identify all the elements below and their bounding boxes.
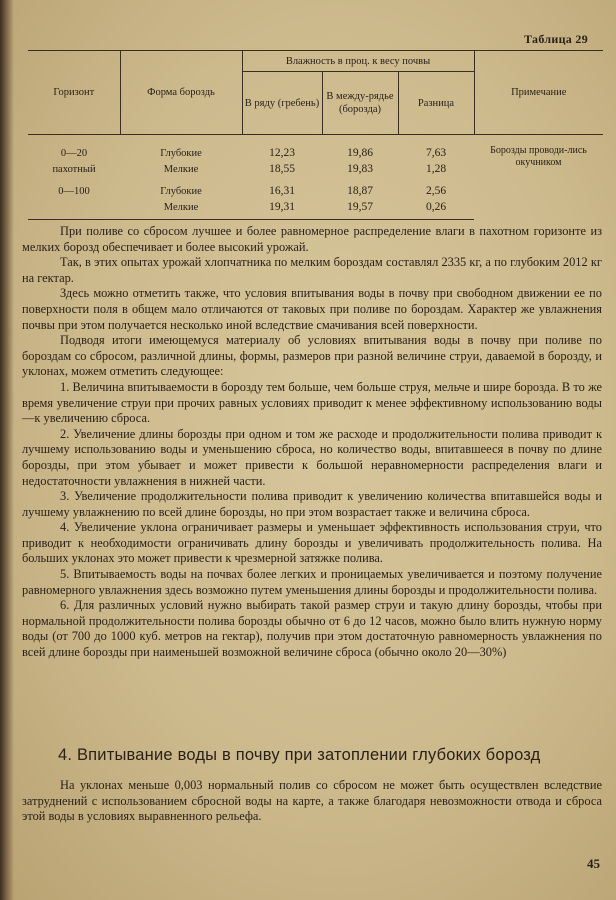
cell-form: Глубокие xyxy=(160,185,202,197)
paragraph: На уклонах меньше 0,003 нормальный полив со сбросом не может быть осуществлен вследствие затруднений с использованием сбросной воды на карте, а также благодаря невозможности отвода и сброса этой воды в условиях выравненного рельефа. xyxy=(22,778,602,824)
body-text xyxy=(22,224,602,661)
cell-in-row: 16,31 xyxy=(269,184,295,197)
cell-between: 18,87 xyxy=(347,184,373,197)
list-item: 4. Увеличение уклона ограничивает размеры и уменьшает эффективность использования струи, что приводит к необходимости ограничивать длину борозды и увеличивать продолжительность полива. На больших уклонах это может привести к чрезмерной затяжке полива. xyxy=(22,520,602,566)
section-title: 4. Впитывание воды в почву при затоплении глубоких борозд xyxy=(58,746,541,764)
header-difference: Разница xyxy=(398,72,474,135)
page-number: 45 xyxy=(587,856,600,871)
cell-note: Борозды проводи-лись окучником xyxy=(490,145,587,168)
cell-diff: 2,56 xyxy=(425,184,447,197)
header-between-rows: В между-рядье (борозда) xyxy=(322,72,398,135)
paragraph: Здесь можно отметить также, что условия впитывания воды в почву при свободном движении ее по поверхности поля в общем мало отличаются от таковых при поливе по бороздам. Характер же увлажнения почвы при этом получается несколько иной вследствие смачивания всей поверхности. xyxy=(22,286,602,332)
cell-in-row: 18,55 xyxy=(269,162,295,175)
tail-text xyxy=(22,778,602,825)
table-row xyxy=(28,135,603,162)
cell-diff: 0,26 xyxy=(398,199,474,220)
cell-in-row: 19,31 xyxy=(242,199,322,220)
paragraph: Так, в этих опытах урожай хлопчатника по мелким бороздам составлял 2335 кг, а по глубоким 2012 кг на гектар. xyxy=(22,255,602,285)
list-item: 1. Величина впитываемости в борозду тем больше, чем больше струя, мельче и шире борозда. В то же время увеличение струи при прочих равных условиях приводит к менее эффективному использованию воды—к увеличению сброса. xyxy=(22,379,602,426)
header-furrow-form: Форма бороздь xyxy=(120,51,242,135)
list-item: 5. Впитываемость воды на почвах более легких и проницаемых увеличивается и поэтому получение равномерного увлажнения здесь возможно путем уменьшения длины борозды и продолжительности полива. xyxy=(22,567,602,597)
cell-horizon xyxy=(28,199,120,220)
binding-shadow xyxy=(0,0,14,900)
cell-form: Мелкие xyxy=(120,199,242,220)
paragraph: При поливе со сбросом лучшее и более равномерное распределение влаги в пахотном горизонте из мелких борозд обеспечивает и более высокий урожай. xyxy=(22,224,602,254)
cell-form: Глубокие xyxy=(160,147,202,159)
header-note: Примечание xyxy=(474,51,603,135)
moisture-table xyxy=(28,50,603,220)
cell-between: 19,86 xyxy=(347,146,373,159)
paragraph: Подводя итоги имеющемуся материалу об условиях впитывания воды в почву при поливе по бороздам со сбросом, различной длины, формы, размеров при разной величине струи, даваемой в борозду, и уклонах, можем отметить следующее: xyxy=(22,333,602,379)
cell-horizon: 0—20 xyxy=(60,147,88,159)
cell-diff: 1,28 xyxy=(425,162,447,175)
cell-between: 19,83 xyxy=(347,162,373,175)
cell-horizon: пахотный xyxy=(52,163,96,175)
list-item: 2. Увеличение длины борозды при одном и том же расходе и продолжительности полива приводит к лучшему использованию воды и уменьшению сброса, но количество воды, впитавшееся в почву по длине борозды, при этом убывает и может привести к большой неравномерности распределения влаги и недостаточности увлажнения в нижней части. xyxy=(22,426,602,488)
cell-form: Мелкие xyxy=(163,163,199,175)
list-item: 3. Увеличение продолжительности полива приводит к увеличению количества впитавшейся воды и лучшему увлажнению по всей длине борозды, но при этом возрастает также и величина сброса. xyxy=(22,489,602,519)
header-moisture-group: Влажность в проц. к весу почвы xyxy=(242,51,474,72)
list-item: 6. Для различных условий нужно выбирать такой размер струи и такую длину борозды, чтобы при нормальной продолжительности полива борозды обычно от 6 до 12 часов, можно было влить нужную норму воды (от 700 до 1000 куб. метров на гектар), получив при этом достаточную равномерность увлажнения по всей длине борозды при наименьшей возможной величине сброса (обычно около 20—30%) xyxy=(22,598,602,660)
header-in-row: В ряду (гребень) xyxy=(242,72,322,135)
cell-between: 19,57 xyxy=(322,199,398,220)
cell-diff: 7,63 xyxy=(425,146,447,159)
table-caption: Таблица 29 xyxy=(524,32,588,46)
header-horizon: Горизонт xyxy=(28,51,120,135)
cell-horizon: 0—100 xyxy=(58,185,90,197)
cell-in-row: 12,23 xyxy=(269,146,295,159)
